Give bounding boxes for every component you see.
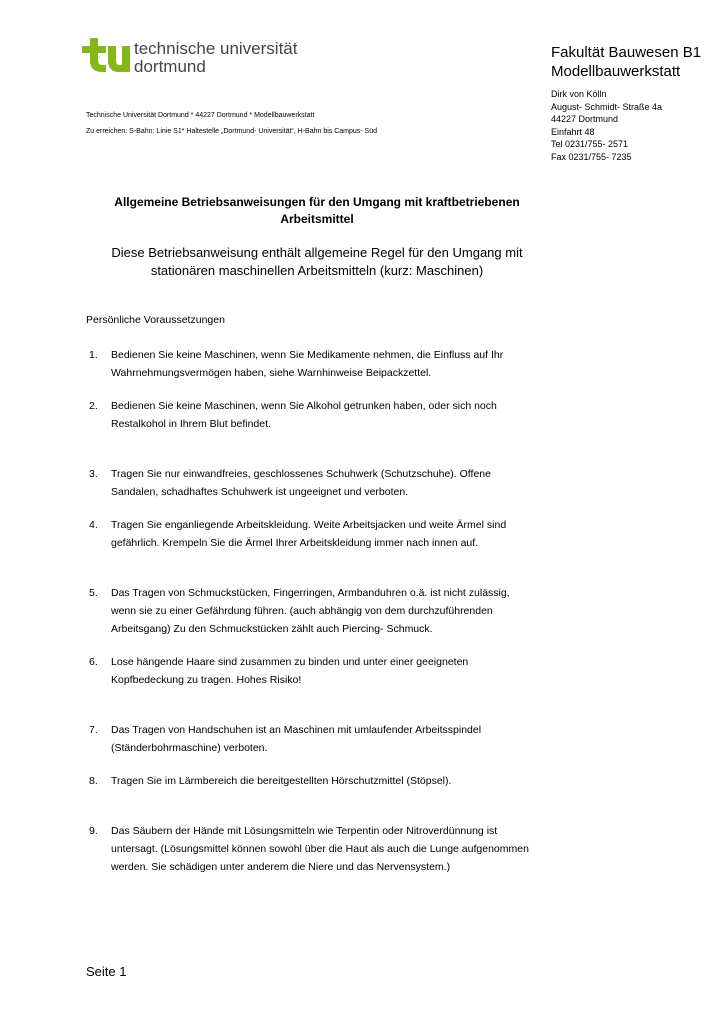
- item-number: 6.: [89, 656, 98, 668]
- item-text-line: Lose hängende Haare sind zusammen zu binden und unter einer geeigneten: [111, 656, 469, 668]
- title-line2: Arbeitsmittel: [280, 212, 354, 226]
- list-item: [86, 822, 556, 876]
- item-text-line: gefährlich. Krempeln Sie die Ärmel Ihrer Arbeitskleidung immer nach innen auf.: [111, 537, 479, 549]
- item-text-line: Tragen Sie im Lärmbereich die bereitgestellten Hörschutzmittel (Stöpsel).: [111, 775, 452, 787]
- university-name-line2: dortmund: [134, 57, 206, 76]
- university-name-line1: technische universität: [134, 39, 298, 58]
- item-text-line: Das Tragen von Schmuckstücken, Fingerringen, Armbanduhren o.ä. ist nicht zulässig,: [111, 587, 510, 599]
- item-text-line: (Ständerbohrmaschine) verboten.: [111, 742, 268, 754]
- faculty-block: [551, 43, 701, 81]
- page-number: Seite 1: [86, 964, 127, 979]
- item-text-line: Bedienen Sie keine Maschinen, wenn Sie Alkohol getrunken haben, oder sich noch: [111, 400, 497, 412]
- fax-number: Fax 0231/755- 7235: [551, 151, 632, 162]
- university-name: [134, 40, 297, 76]
- list-item: [86, 516, 556, 552]
- document-title: [86, 194, 548, 228]
- item-number: 4.: [89, 519, 98, 531]
- list-item: [86, 465, 556, 501]
- item-text-line: Arbeitsgang) Zu den Schmuckstücken zählt auch Piercing- Schmuck.: [111, 623, 433, 635]
- item-text-line: Sandalen, schadhaftes Schuhwerk ist ungeeignet und verboten.: [111, 486, 409, 498]
- list-item: [86, 653, 556, 689]
- item-text-line: Kopfbedeckung zu tragen. Hohes Risiko!: [111, 674, 302, 686]
- sender-line: Technische Universität Dortmund * 44227 Dortmund * Modellbauwerkstatt: [86, 112, 315, 119]
- item-text-line: werden. Sie schädigen unter anderem die Niere und das Nervensystem.): [111, 861, 451, 873]
- faculty-name: Fakultät Bauwesen B1: [551, 44, 702, 61]
- item-text-line: Tragen Sie nur einwandfreies, geschlossenes Schuhwerk (Schutzschuhe). Offene: [111, 468, 491, 480]
- address-gate: Einfahrt 48: [551, 126, 595, 137]
- item-text-line: wenn sie zu einer Gefährdung führen. (auch abhängig von dem durchzuführenden: [111, 605, 493, 617]
- list-item: [86, 584, 556, 638]
- document-subtitle: [86, 244, 548, 280]
- contact-person: Dirk von Kölln: [551, 89, 607, 99]
- item-text-line: Bedienen Sie keine Maschinen, wenn Sie Medikamente nehmen, die Einfluss auf Ihr: [111, 349, 504, 361]
- list-item: [86, 346, 556, 382]
- item-text-line: Restalkohol in Ihrem Blut befindet.: [111, 418, 271, 430]
- item-number: 8.: [89, 775, 98, 787]
- contact-address: [551, 88, 662, 164]
- title-line1: Allgemeine Betriebsanweisungen für den Umgang mit kraftbetriebenen: [114, 195, 520, 209]
- item-number: 3.: [89, 468, 98, 480]
- subtitle-line1: Diese Betriebsanweisung enthält allgemeine Regel für den Umgang mit: [111, 245, 523, 260]
- item-number: 5.: [89, 587, 98, 599]
- item-number: 9.: [89, 825, 98, 837]
- item-text-line: Wahrnehmungsvermögen haben, siehe Warnhinweise Beipackzettel.: [111, 367, 432, 379]
- item-number: 2.: [89, 400, 98, 412]
- item-number: 7.: [89, 724, 98, 736]
- list-item: [86, 772, 556, 790]
- item-text-line: untersagt. (Lösungsmittel können sowohl über die Haut als auch die Lunge aufgenommen: [111, 843, 529, 855]
- item-text-line: Das Säubern der Hände mit Lösungsmitteln wie Terpentin oder Nitroverdünnung ist: [111, 825, 498, 837]
- list-item: [86, 721, 556, 757]
- address-city: 44227 Dortmund: [551, 114, 619, 125]
- subtitle-line2: stationären maschinellen Arbeitsmitteln (kurz: Maschinen): [150, 263, 484, 278]
- section-heading: Persönliche Voraussetzungen: [86, 314, 225, 326]
- directions-line: Zu erreichen: S-Bahn: Linie S1* Haltestelle „Dortmund- Universität“, H-Bahn bis Campus- Süd: [86, 128, 378, 135]
- item-number: 1.: [89, 349, 98, 361]
- workshop-name: Modellbauwerkstatt: [551, 63, 681, 80]
- item-text-line: Das Tragen von Handschuhen ist an Maschinen mit umlaufender Arbeitsspindel: [111, 724, 482, 736]
- address-street: August- Schmidt- Straße 4a: [551, 101, 663, 112]
- item-text-line: Tragen Sie enganliegende Arbeitskleidung. Weite Arbeitsjacken und weite Ärmel sind: [111, 519, 507, 531]
- phone-number: Tel 0231/755- 2571: [551, 139, 629, 150]
- list-item: [86, 397, 556, 433]
